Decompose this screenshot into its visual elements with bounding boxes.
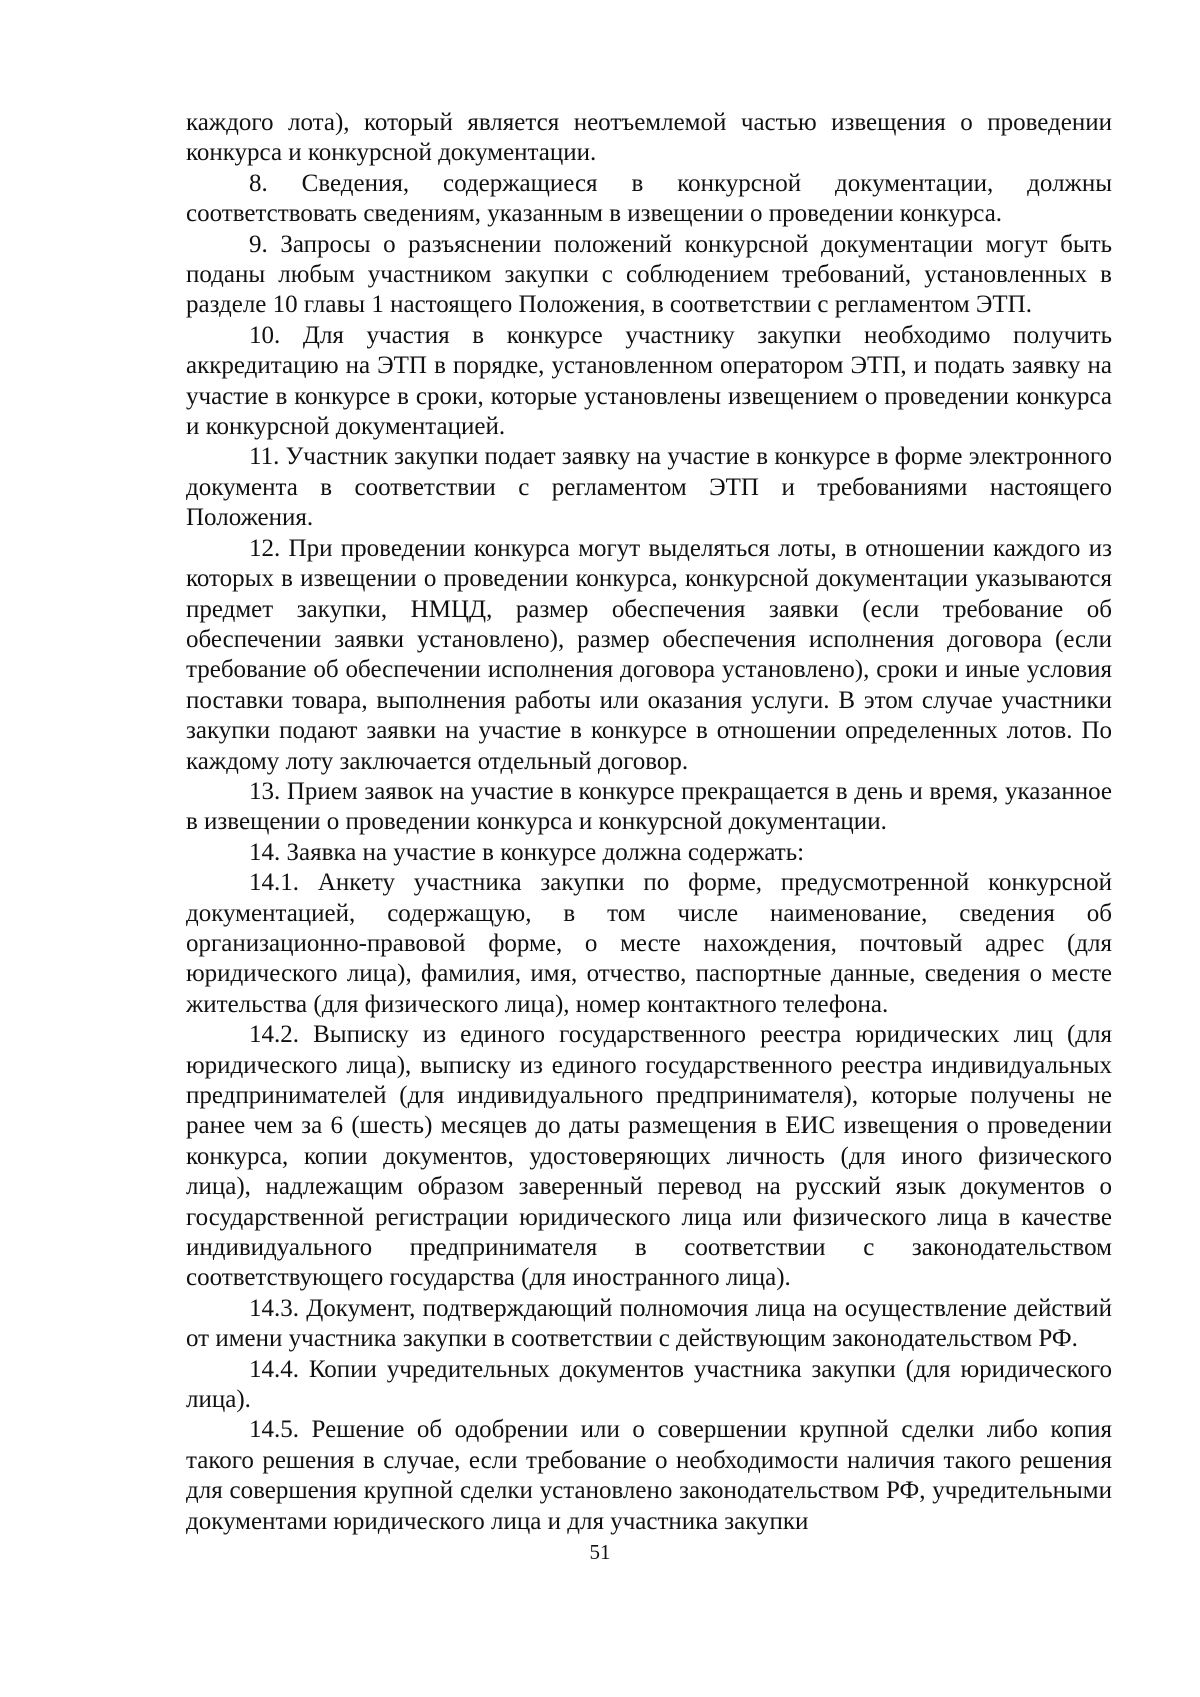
paragraph-14-1: 14.1. Анкету участника закупки по форме, предусмотренной конкурсной документацией, содержащую, в том числе наименование, сведения об организационно-правовой форме, о месте нахождения, почтовый адрес (для юридического лица), фамилия, имя, отчество, паспортные данные, сведения о месте жительства (для физического лица), номер контактного телефона. — [186, 869, 1112, 1018]
paragraph-14: 14. Заявка на участие в конкурсе должна содержать: — [249, 838, 805, 866]
page-number: 51 — [589, 1540, 611, 1564]
paragraph-10: 10. Для участия в конкурсе участнику закупки необходимо получить аккредитацию на ЭТП в порядке, установленном оператором ЭТП, и подать заявку на участие в конкурсе в сроки, которые установлены извещением о проведении конкурса и конкурсной документацией. — [186, 321, 1112, 441]
paragraph-9: 9. Запросы о разъяснении положений конкурсной документации могут быть поданы любым участником закупки с соблюдением требований, установленных в разделе 10 главы 1 настоящего Положения, в соответствии с регламентом ЭТП. — [186, 230, 1112, 319]
paragraph-14-3: 14.3. Документ, подтверждающий полномочия лица на осуществление действий от имени участника закупки в соответствии с действующим законодательством РФ. — [186, 1294, 1112, 1353]
paragraph-14-4: 14.4. Копии учредительных документов участника закупки (для юридического лица). — [186, 1355, 1112, 1414]
paragraph-13: 13. Прием заявок на участие в конкурсе прекращается в день и время, указанное в извещении о проведении конкурса и конкурсной документации. — [186, 777, 1112, 836]
paragraph-12: 12. При проведении конкурса могут выделяться лоты, в отношении каждого из которых в извещении о проведении конкурса, конкурсной документации указываются предмет закупки, НМЦД, размер обеспечения заявки (если требование об обеспечении заявки установлено), размер обеспечения исполнения договора (если требование об обеспечении исполнения договора установлено), сроки и иные условия поставки товара, выполнения работы или оказания услуги. В этом случае участники закупки подают заявки на участие в конкурсе в отношении определенных лотов. По каждому лоту заключается отдельный договор. — [186, 534, 1112, 775]
paragraph-lot-continuation: каждого лота), который является неотъемлемой частью извещения о проведении конкурса и конкурсной документации. — [186, 109, 1112, 167]
paragraph-8: 8. Сведения, содержащиеся в конкурсной документации, должны соответствовать сведениям, указанным в извещении о проведении конкурса. — [186, 169, 1112, 228]
document-body — [186, 108, 1112, 1537]
paragraph-14-2: 14.2. Выписку из единого государственного реестра юридических лиц (для юридического лица), выписку из единого государственного реестра индивидуальных предпринимателей (для индивидуального предпринимателя), которые получены не ранее чем за 6 (шесть) месяцев до даты размещения в ЕИС извещения о проведении конкурса, копии документов, удостоверяющих личность (для иного физического лица), надлежащим образом заверенный перевод на русский язык документов о государственной регистрации юридического лица или физического лица в качестве индивидуального предпринимателя в соответствии с законодательством соответствующего государства (для иностранного лица). — [186, 1021, 1112, 1292]
paragraph-11: 11. Участник закупки подает заявку на участие в конкурсе в форме электронного документа в соответствии с регламентом ЭТП и требованиями настоящего Положения. — [186, 443, 1112, 532]
paragraph-14-5: 14.5. Решение об одобрении или о совершении крупной сделки либо копия такого решения в случае, если требование о необходимости наличия такого решения для совершения крупной сделки установлено законодательством РФ, учредительными документами юридического лица и для участника закупки — [186, 1416, 1112, 1535]
